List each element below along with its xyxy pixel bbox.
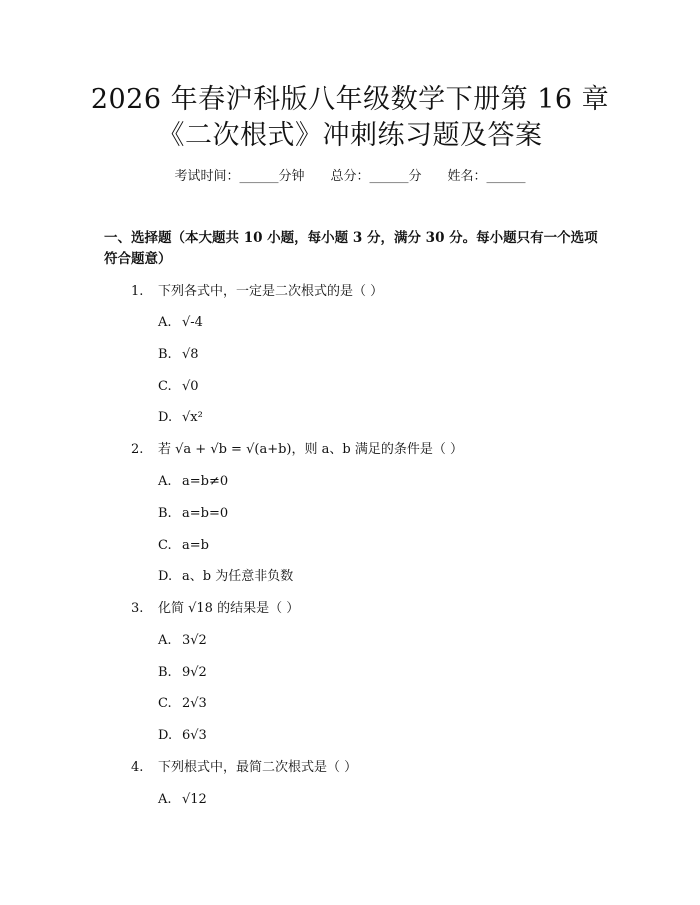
option-letter: D. xyxy=(158,569,173,584)
question-number: 3. xyxy=(131,601,144,616)
student-name-field: 姓名：______ xyxy=(447,169,526,184)
option-letter: A. xyxy=(158,315,172,330)
option-text: a=b xyxy=(182,538,209,553)
option-text: √-4 xyxy=(182,315,203,330)
question-2-option-c xyxy=(158,537,209,555)
option-letter: C. xyxy=(158,538,172,553)
option-letter: C. xyxy=(158,696,172,711)
question-3-option-b xyxy=(158,664,207,682)
question-1-option-d xyxy=(158,409,203,427)
option-text: √12 xyxy=(182,792,207,807)
option-letter: C. xyxy=(158,379,172,394)
question-2-option-b xyxy=(158,505,228,523)
question-1-option-c xyxy=(158,378,199,396)
option-text: √0 xyxy=(182,379,199,394)
question-number: 2. xyxy=(131,442,144,457)
question-2 xyxy=(131,441,463,459)
option-text: 2√3 xyxy=(182,696,207,711)
exam-time-field: 考试时间：______分钟 xyxy=(174,169,305,184)
option-text: a、b 为任意非负数 xyxy=(182,569,294,584)
option-text: 3√2 xyxy=(182,633,207,648)
option-letter: B. xyxy=(158,665,172,680)
option-text: 9√2 xyxy=(182,665,207,680)
option-text: √8 xyxy=(182,347,199,362)
question-1 xyxy=(131,283,383,301)
question-2-option-a xyxy=(158,473,228,491)
option-text: √x² xyxy=(182,410,203,425)
question-text: 化简 √18 的结果是（ ） xyxy=(158,601,300,616)
page-title-line-1: 2026 年春沪科版八年级数学下册第 16 章 xyxy=(90,84,610,115)
exam-meta-line xyxy=(0,168,700,186)
question-number: 4. xyxy=(131,760,144,775)
question-number: 1. xyxy=(131,284,144,299)
section-heading-multiple-choice: 一、选择题（本大题共 10 小题，每小题 3 分，满分 30 分。每小题只有一个选项符合题意） xyxy=(104,230,598,267)
option-text: a=b=0 xyxy=(182,506,229,521)
question-3-option-a xyxy=(158,632,207,650)
question-3-option-d xyxy=(158,727,207,745)
question-1-option-b xyxy=(158,346,199,364)
question-text: 下列各式中，一定是二次根式的是（ ） xyxy=(158,284,384,299)
option-letter: B. xyxy=(158,347,172,362)
option-letter: A. xyxy=(158,633,172,648)
option-letter: D. xyxy=(158,728,173,743)
option-text: 6√3 xyxy=(182,728,207,743)
question-text: 下列根式中，最简二次根式是（ ） xyxy=(158,760,358,775)
question-4-option-a xyxy=(158,791,207,809)
page-title-line-2: 《二次根式》冲刺练习题及答案 xyxy=(157,120,543,151)
question-3-option-c xyxy=(158,695,207,713)
option-letter: A. xyxy=(158,474,172,489)
question-3 xyxy=(131,600,299,618)
question-4 xyxy=(131,759,357,777)
option-text: a=b≠0 xyxy=(182,474,229,489)
option-letter: B. xyxy=(158,506,172,521)
question-text: 若 √a + √b = √(a+b)，则 a、b 满足的条件是（ ） xyxy=(158,442,463,457)
question-2-option-d xyxy=(158,568,293,586)
question-1-option-a xyxy=(158,314,203,332)
total-score-field: 总分：______分 xyxy=(330,169,422,184)
option-letter: A. xyxy=(158,792,172,807)
option-letter: D. xyxy=(158,410,173,425)
